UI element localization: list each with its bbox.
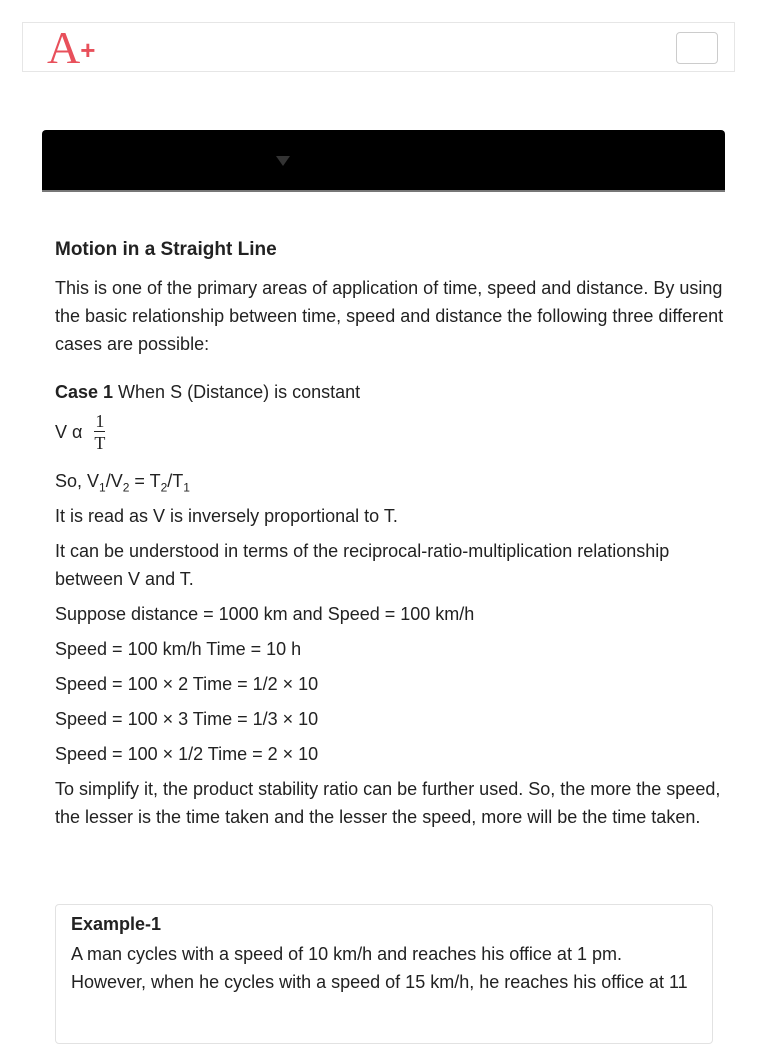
eq-part: So, V [55,471,100,491]
logo-letter: A [47,22,80,73]
eq-sub: 1 [183,480,190,495]
speed-line: Speed = 100 × 2 Time = 1/2 × 10 [55,674,319,694]
read-as-paragraph: It is read as V is inversely proportional to T. [55,506,398,526]
article-title: Motion in a Straight Line [55,239,277,260]
case-1-text: When S (Distance) is constant [113,382,361,402]
suppose-line: Suppose distance = 1000 km and Speed = 100 km/h [55,604,475,624]
site-header [22,22,735,72]
site-logo[interactable] [47,22,95,73]
speed-line: Speed = 100 × 1/2 Time = 2 × 10 [55,744,319,764]
case-1-line [55,378,725,406]
caret-down-icon [276,156,290,166]
article-content [55,232,725,831]
speed-line: Speed = 100 × 3 Time = 1/3 × 10 [55,709,319,729]
relation-lhs: V α [55,422,83,442]
inverse-relation [55,404,725,460]
eq-part: /T [167,471,184,491]
menu-toggle-button[interactable] [676,32,718,64]
fraction-numerator: 1 [95,411,105,431]
eq-sub: 1 [99,480,106,495]
simplify-paragraph: To simplify it, the product stability ratio can be further used. So, the more the speed, the lesser is the time taken and the lesser the speed, more will be the time taken. [55,779,721,827]
example-title: Example-1 [71,914,162,934]
example-box [55,904,713,1044]
eq-part: /V [105,471,123,491]
ratio-equation [55,467,725,495]
eq-sub: 2 [160,480,168,495]
logo-plus: + [80,35,95,65]
understood-paragraph: It can be understood in terms of the reciprocal-ratio-multiplication relationship between V and T. [55,541,670,589]
intro-paragraph: This is one of the primary areas of application of time, speed and distance. By using the basic relationship between time, speed and distance the following three different cases are possible: [55,278,724,354]
speed-line: Speed = 100 km/h Time = 10 h [55,639,302,659]
fraction-denominator: T [94,433,106,453]
eq-sub: 2 [122,480,130,495]
fraction [94,411,105,453]
eq-part: = T [129,471,161,491]
case-1-label: Case 1 [55,382,114,402]
section-dropdown[interactable] [42,130,725,192]
example-text: A man cycles with a speed of 10 km/h and reaches his office at 1 pm. However, when he cycles with a speed of 15 km/h, he reaches his office at 11 [71,944,688,992]
